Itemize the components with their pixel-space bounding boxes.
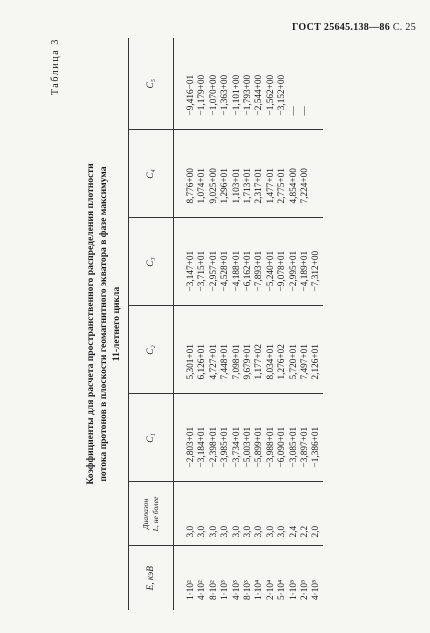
- cell-c1: −3,897+01: [300, 394, 311, 482]
- cell-c2: 1,177+02: [254, 306, 265, 394]
- cell-c4: [311, 130, 322, 218]
- cell-e: 4·10²: [197, 580, 208, 600]
- cell-c2: 5,720+01: [289, 306, 300, 394]
- col-header-c3: C₃: [129, 218, 174, 306]
- cell-l: 2,0: [311, 482, 322, 546]
- cell-e: 2·10⁵: [300, 579, 311, 600]
- table-row: [174, 38, 198, 610]
- cell-c2: 5,301+01: [174, 306, 198, 394]
- cell-c1: −1,386+01: [311, 394, 322, 482]
- table-row: [289, 38, 300, 610]
- cell-c5: −3,152+00: [277, 38, 288, 130]
- cell-l: 3,0: [277, 482, 288, 546]
- cell-c3: −3,715+01: [197, 218, 208, 306]
- caption-line: потока протонов в плоскости геомагнитного экватора в фазе максимума: [98, 166, 109, 482]
- cell-l: 3,0: [197, 482, 208, 546]
- cell-c5: −1,562+00: [266, 38, 277, 130]
- cell-c2: 7,448+01: [220, 306, 231, 394]
- cell-c5: —: [289, 38, 300, 130]
- cell-c5: −1,101+00: [232, 38, 243, 130]
- cell-l: 3,0: [232, 482, 243, 546]
- table-row: [300, 38, 311, 610]
- table-row: [243, 38, 254, 610]
- cell-e: 8·10²: [208, 580, 219, 600]
- cell-c5: −1,070+00: [209, 38, 220, 130]
- cell-c1: −5,003+01: [243, 394, 254, 482]
- cell-c5: −1,179+00: [197, 38, 208, 130]
- cell-c1: −6,090+01: [277, 394, 288, 482]
- col-header-c1: C₁: [129, 394, 174, 482]
- cell-c3: −2,995+01: [289, 218, 300, 306]
- cell-c1: −2,803+01: [174, 394, 198, 482]
- cell-c1: −3,988+01: [266, 394, 277, 482]
- cell-e: 1·10²: [186, 580, 196, 600]
- cell-e: 2·10⁴: [265, 579, 276, 600]
- cell-c2: 8,034+01: [266, 306, 277, 394]
- table-row: [197, 38, 208, 610]
- cell-c3: −3,147+01: [174, 218, 198, 306]
- cell-c4: 2,317+01: [254, 130, 265, 218]
- cell-c1: −5,899+01: [254, 394, 265, 482]
- col-header-l-bottom: L, не более: [151, 496, 160, 532]
- table-row: [277, 38, 288, 610]
- cell-l: 3,0: [209, 482, 220, 546]
- table-header-row: [129, 38, 174, 610]
- cell-l: 3,0: [254, 482, 265, 546]
- cell-c5: [311, 38, 322, 130]
- cell-c1: −2,398+01: [209, 394, 220, 482]
- cell-c4: 4,854+00: [289, 130, 300, 218]
- cell-c4: 1,477+01: [266, 130, 277, 218]
- cell-l: 3,0: [174, 482, 198, 546]
- caption-line: 11-летнего цикла: [111, 286, 122, 362]
- cell-l: 3,0: [266, 482, 277, 546]
- cell-c3: −7,893+01: [254, 218, 265, 306]
- cell-c4: 1,713+01: [243, 130, 254, 218]
- table-row: [254, 38, 265, 610]
- cell-e: 1·10⁵: [288, 579, 299, 600]
- cell-l: 3,0: [220, 482, 231, 546]
- cell-l: 2,4: [289, 482, 300, 546]
- cell-c3: −4,189+01: [300, 218, 311, 306]
- cell-c3: −5,240+01: [266, 218, 277, 306]
- cell-e: 4·10³: [231, 580, 242, 600]
- cell-e: 5·10⁴: [277, 579, 288, 600]
- cell-c1: −3,184+01: [197, 394, 208, 482]
- cell-c5: −9,416−01: [174, 38, 198, 130]
- cell-c4: 1,296+01: [220, 130, 231, 218]
- cell-c3: −9,078+01: [277, 218, 288, 306]
- cell-e: 1·10⁴: [254, 579, 265, 600]
- cell-c4: 1,103+01: [232, 130, 243, 218]
- cell-c4: 8,776+00: [174, 130, 198, 218]
- cell-c3: −2,957+01: [209, 218, 220, 306]
- cell-c2: 6,126+01: [197, 306, 208, 394]
- cell-c3: −6,162+01: [243, 218, 254, 306]
- standard-number: ГОСТ 25645.138—86: [292, 22, 391, 33]
- table-row: [220, 38, 231, 610]
- cell-c4: 1,074+01: [197, 130, 208, 218]
- cell-c5: −1,793+00: [243, 38, 254, 130]
- cell-c4: 9,025+00: [209, 130, 220, 218]
- cell-c3: −4,528+01: [220, 218, 231, 306]
- cell-c2: 7,098+01: [232, 306, 243, 394]
- table-label: Таблица 3: [50, 38, 61, 96]
- table-body: [174, 38, 323, 610]
- table-row: [311, 38, 322, 610]
- col-header-c2: C₂: [129, 306, 174, 394]
- cell-c1: −3,734+01: [232, 394, 243, 482]
- cell-c5: −1,363+00: [220, 38, 231, 130]
- cell-c5: −2,544+00: [254, 38, 265, 130]
- col-header-c5: C₅: [129, 38, 174, 130]
- cell-c2: 7,497+01: [300, 306, 311, 394]
- col-header-energy: E, кэВ: [129, 546, 174, 610]
- table-caption: [84, 38, 123, 610]
- cell-c4: 2,775+01: [277, 130, 288, 218]
- cell-c4: 7,224+00: [300, 130, 311, 218]
- caption-line: Коэффициенты для расчета пространственного распределения плотности: [85, 163, 96, 485]
- col-header-l-range: [129, 482, 174, 546]
- cell-c1: −3,985+01: [220, 394, 231, 482]
- col-header-c4: C₄: [129, 130, 174, 218]
- cell-c2: 9,679+01: [243, 306, 254, 394]
- cell-e: 8·10³: [243, 580, 254, 600]
- cell-e: 1·10³: [220, 580, 231, 600]
- cell-c3: −4,188+01: [232, 218, 243, 306]
- cell-e: 4·10⁵: [311, 579, 322, 600]
- page-header: [292, 22, 416, 33]
- coefficients-table: [128, 38, 323, 610]
- cell-c3: −7,312+00: [311, 218, 322, 306]
- cell-c5: —: [300, 38, 311, 130]
- cell-c2: 2,126+01: [311, 306, 322, 394]
- cell-c2: 1,276+02: [277, 306, 288, 394]
- cell-c1: −3,085+01: [289, 394, 300, 482]
- cell-l: 3,0: [243, 482, 254, 546]
- page-number: С. 25: [392, 22, 416, 33]
- cell-l: 2,2: [300, 482, 311, 546]
- col-header-l-top: Диапазон: [141, 498, 150, 530]
- table-row: [232, 38, 243, 610]
- rotated-table-block: [50, 38, 422, 610]
- cell-c2: 4,727+01: [209, 306, 220, 394]
- table-row: [266, 38, 277, 610]
- table-row: [209, 38, 220, 610]
